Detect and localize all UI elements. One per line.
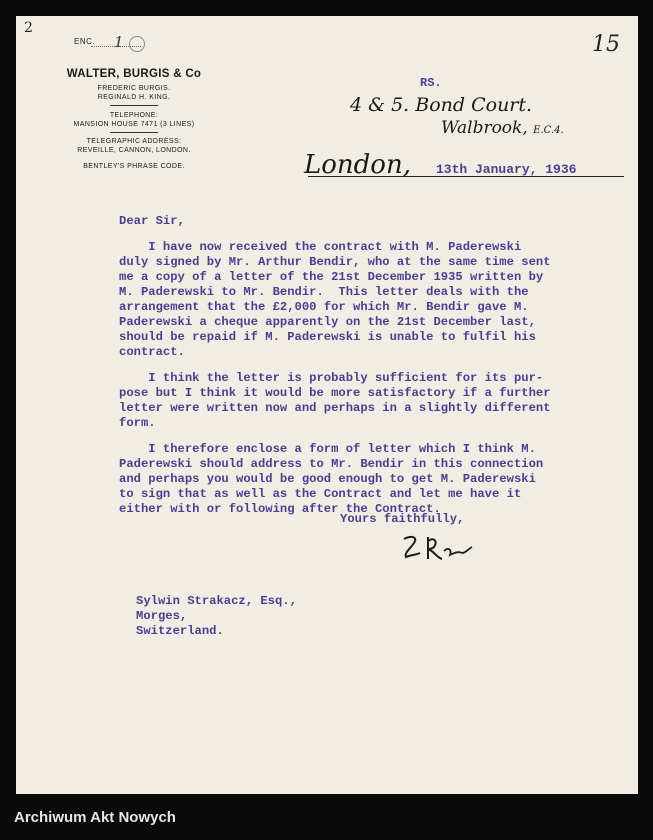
firm-name: WALTER, BURGIS & Co [66,68,202,80]
address-line-1: 4 & 5. Bond Court. [350,94,533,116]
salutation: Dear Sir, [119,214,185,228]
address-line-2: Walbrook, E.C.4. [441,118,564,138]
addressee-line: Sylwin Strakacz, Esq., [136,594,297,608]
addressee-block [136,594,297,639]
letter-sheet [16,16,638,794]
telephone-number: MANSION HOUSE 7471 (3 LINES) [73,121,195,128]
pencil-annotation-left: 2 [24,20,33,36]
enc-label: ENC. [74,37,96,46]
paragraph: I therefore enclose a form of letter which I think M. Paderewski should address to Mr. Bendir in this connection and perhaps you would be good enough to get M. Paderewski to sign that as well as the Contract and let me have it either with or following after the Contract. [119,442,544,516]
telegraphic-address: REVEILLE, CANNON, LONDON. [77,147,191,154]
divider [110,105,158,106]
addressee-line: Morges, [136,609,188,623]
pencil-annotation-right: 15 [592,32,620,57]
enc-value: 1 [114,33,124,51]
partner-name: FREDERIC BURGIS. [97,85,171,92]
closing: Yours faithfully, [340,512,465,526]
enc-circle-mark [129,36,145,52]
paragraph: I have now received the contract with M. Paderewski duly signed by Mr. Arthur Bendir, who at the same time sent me a copy of a letter of the 21st December 1935 written by M. Paderewski to Mr. Bendir. This letter deals with the arrangement that the £2,000 for which Mr. Bendir gave M. Paderewski a cheque apparently on the 21st December last, should be repaid if M. Paderewski is unable to fulfil his contract. [119,240,551,359]
handwritten-signature [398,531,478,565]
telephone-label: TELEPHONE: [109,112,159,119]
date-underline [308,176,624,177]
letter-body [119,214,599,528]
letter-date: 13th January, 1936 [436,162,577,177]
city: London, [304,150,411,180]
reference-initials: RS. [420,76,442,90]
paragraph: I think the letter is probably sufficient for its pur- pose but I think it would be more satisfactory if a further letter were written now and perhaps in a slightly different form. [119,371,551,430]
letterhead [54,68,214,171]
telegraphic-label: TELEGRAPHIC ADDRESS: [86,138,182,145]
addressee-line: Switzerland. [136,624,224,638]
phrase-code: BENTLEY'S PHRASE CODE. [83,163,185,170]
archive-footer: Archiwum Akt Nowych [14,809,176,826]
divider [110,132,158,133]
partner-name: REGINALD H. KING. [97,94,171,101]
